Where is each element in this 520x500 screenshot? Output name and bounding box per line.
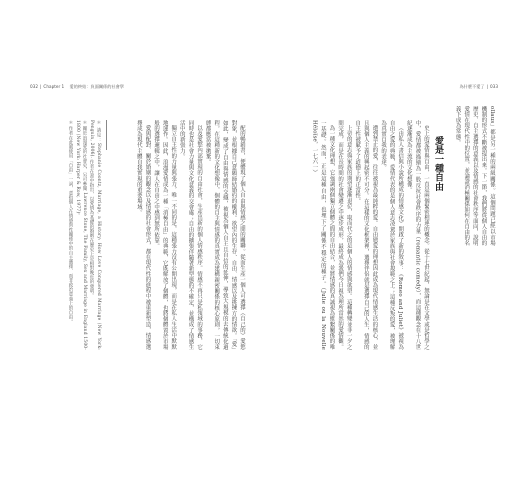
section-title: 愛是一種自由: [433, 136, 443, 192]
book-title: 為什麼不愛了: [459, 84, 485, 89]
chapter-label: Chapter 1: [43, 84, 65, 89]
intro-paragraph: ollaus」都是另一種的兩級關係。這個問題已經以市場機制的形式不斷被提出來。下一節，我們將從個人自由的歷史、自主選擇的意義以及情感的社會秩序等面向，說明愛情在現代性中的位置，並論證消極關係如何在自由的名義下成為常態。: [454, 106, 495, 246]
left-paragraph: 以及愛慾內部實現的自由社會，生產出新的個人情感秩序。情感不再只是私領域的事務，它同時也是社會力量與文化意義的交會處；自由的擴張伴隨著新型態的不確定，並構成了情感生活中的新張力。: [178, 120, 203, 350]
left-body-text: [110, 120, 246, 350]
right-intro-text: [454, 106, 496, 246]
right-paragraph: （由私人書信與小說所構成的情感文化）開啟了新的敘事：《Romeo and Juliet》被視為自由之愛的典範，愛情代表的是個人意志凌駕於家族與社會規範之上；這種反叛的愛，被理解為真實自我的表達。: [380, 120, 404, 350]
left-paragraph: 配的暢銷書，便體現了個人自由與情感之間的關聯。從而生產一個人可選擇（自己的）愛慾對象，並根據自己意願締結婚約的權利。欲望內的生存、自由、情感以及挑揀方的情欲。「愛」如此，變成了自由與情感的交織，被視為個人自主且自信的延伸，導致大規模的去傳統化過程。在這種新的文化想像中，個體的自主與情感的真實成為建構親密關係的核心原則，一切束縛都應當被拋棄。: [204, 120, 245, 350]
left-paragraph: 愛與配對、關於婚姻的觀念以及情感的社會形式，都在現代性的進程中被重新塑造，情感選擇成為現代主體自我實現的重要場域。: [135, 120, 151, 350]
left-page: [14, 78, 254, 418]
footnote: ＊ 作者在此處使用「自由」一詞，意指個人在情感與性關係中的自主選擇，而非政治意義上的自由。: [68, 120, 73, 324]
left-footnotes: [28, 120, 102, 350]
left-running-header: 032 | Chapter 1 愛的終結：負面關係的社會學: [30, 84, 124, 89]
left-page-number: 032: [30, 84, 38, 89]
footnote: ＊ 關於浪漫愛的社會史，另可參閱 Lawrence Stone, The Family, Sex and Marriage in England 1500-1800 (New York: Harper & Row, 1977)。: [75, 120, 87, 350]
right-running-header: 為什麼不愛了 | 033: [459, 84, 498, 89]
left-paragraph: 獨立自主性的力量與張力，唯一不同的是，這種張力沒有公開出現，而是在私人生活中默默地運作。因此，浪漫愛情成為一種「消極自由」的典範，它既解放了個體，也將個體置於市場般的選擇邏輯之中，讓人在自由之中感到無所依靠。: [153, 120, 177, 350]
right-paragraph: 史上的愛情與自由，一直是兩個緊密相連的概念。從十七世紀起，無論是在文學或是哲學之中，愛情都被描繪為一股反抗社會秩序的力量（romantic comedy），而這種觀念在十八世紀逐漸成為主流的文化想像。: [405, 120, 429, 350]
chapter-title: 愛的終結：負面關係的社會學: [69, 84, 124, 89]
footnote-divider: [106, 120, 107, 150]
right-paragraph: 上帝的意志與家族的期望逐漸退位，取而代之的是個人的情感與欲望。這種轉變並非一夕之間完成，而是在長時間的社會變遷之中逐步成形，最終成為我們今日視為理所當然的愛情觀。: [337, 120, 352, 350]
right-page-number: 033: [490, 84, 498, 89]
footnote: ＊ 請見：Stephanie Coontz, Marriage, a History: How Love Conquered Marriage (New York: Penguin, 2006). 作者在書中指出，以愛情為基礎的婚姻在歷史上是相對晚近的發明。: [89, 120, 101, 350]
right-paragraph: 為一種文化理想，它強調兩個獨立個體之間的自由結合，並將情感的真誠視為維繫關係的唯一基礎。然而，正是這種自由，也埋下了關係不穩定的種子。（Julie ou la Nouvelle Héloïse，一七六一）: [311, 120, 335, 350]
right-body-text: [280, 120, 430, 350]
right-page: [266, 78, 506, 418]
right-paragraph: 遭到禁止的愛，往往被視為最純粹的愛。自由戀愛的理想因此成為現代情感生活的核心，並且與個人主義的興起密不可分。在這樣的文化框架裡，選擇伴侶就是選擇自己的人生，情感的自主性被賦予了道德上的正當性。: [354, 120, 378, 350]
book-spread: [14, 78, 506, 418]
